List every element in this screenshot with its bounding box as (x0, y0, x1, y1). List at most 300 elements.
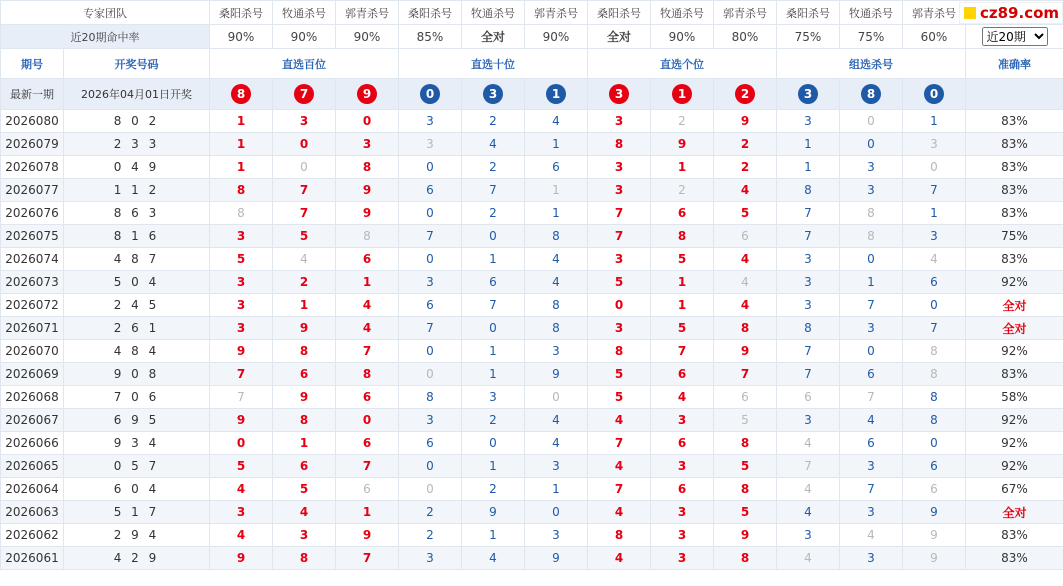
draw-numbers: 9 3 4 (64, 432, 210, 455)
kill-number-cell: 6 (462, 271, 525, 294)
table-row (1, 179, 1063, 202)
kill-number-cell: 5 (714, 455, 777, 478)
kill-number-cell: 4 (273, 248, 336, 271)
kill-number-cell: 5 (588, 363, 651, 386)
kill-number-cell: 8 (336, 156, 399, 179)
kill-number-cell: 7 (336, 455, 399, 478)
kill-number-cell: 1 (840, 271, 903, 294)
kill-number-cell: 3 (777, 409, 840, 432)
kill-number-cell: 4 (525, 409, 588, 432)
kill-number-cell: 3 (399, 409, 462, 432)
kill-number-cell: 8 (840, 202, 903, 225)
kill-number-cell: 4 (651, 386, 714, 409)
kill-number-cell: 9 (336, 202, 399, 225)
kill-number-cell: 5 (210, 455, 273, 478)
accuracy-value: 全对 (966, 294, 1063, 317)
kill-number-cell: 3 (777, 271, 840, 294)
kill-number-cell: 3 (651, 547, 714, 570)
kill-number-ball: 3 (609, 84, 629, 104)
kill-number-cell: 1 (525, 133, 588, 156)
kill-number-cell: 0 (399, 202, 462, 225)
kill-number-cell: 4 (777, 478, 840, 501)
kill-number-cell: 7 (840, 386, 903, 409)
kill-number-cell: 9 (336, 179, 399, 202)
kill-number-cell: 0 (399, 455, 462, 478)
kill-number-cell: 7 (462, 179, 525, 202)
kill-number-cell: 9 (525, 363, 588, 386)
kill-number-cell: 1 (525, 478, 588, 501)
table-row (1, 363, 1063, 386)
kill-number-cell: 3 (840, 501, 903, 524)
expert-name: 牧通杀号 (462, 1, 525, 25)
kill-number-cell: 7 (777, 455, 840, 478)
accuracy-value: 全对 (966, 317, 1063, 340)
kill-number-cell: 7 (399, 317, 462, 340)
accuracy-value: 92% (966, 409, 1063, 432)
kill-number-cell: 8 (588, 133, 651, 156)
kill-number-cell: 1 (525, 202, 588, 225)
latest-draw-date: 2026年04月01日开奖 (64, 79, 210, 110)
issue-number: 2026066 (1, 432, 64, 455)
draw-numbers: 0 4 9 (64, 156, 210, 179)
kill-number-cell: 1 (462, 248, 525, 271)
kill-number-cell: 8 (336, 225, 399, 248)
kill-number-cell: 4 (525, 248, 588, 271)
hit-rate: 60% (903, 25, 966, 49)
accuracy-header: 准确率 (966, 49, 1063, 79)
kill-number-cell: 5 (273, 478, 336, 501)
kill-number-cell: 8 (903, 409, 966, 432)
latest-kill-cell (525, 79, 588, 110)
kill-number-cell: 0 (840, 133, 903, 156)
kill-number-cell: 1 (336, 501, 399, 524)
kill-number-cell: 7 (336, 547, 399, 570)
kill-number-cell: 6 (777, 386, 840, 409)
kill-number-cell: 3 (336, 133, 399, 156)
accuracy-value: 83% (966, 547, 1063, 570)
kill-number-cell: 9 (273, 317, 336, 340)
table-row (1, 409, 1063, 432)
kill-number-cell: 4 (840, 524, 903, 547)
hit-rate: 90% (210, 25, 273, 49)
kill-number-cell: 7 (588, 478, 651, 501)
draw-numbers: 4 8 4 (64, 340, 210, 363)
kill-number-cell: 4 (273, 501, 336, 524)
kill-number-cell: 0 (462, 317, 525, 340)
draw-numbers: 6 0 4 (64, 478, 210, 501)
kill-number-cell: 7 (903, 317, 966, 340)
kill-number-cell: 0 (399, 478, 462, 501)
hit-rate-row (1, 25, 1063, 49)
accuracy-value: 92% (966, 271, 1063, 294)
issue-number: 2026064 (1, 478, 64, 501)
draw-numbers: 2 9 4 (64, 524, 210, 547)
kill-number-cell: 3 (777, 248, 840, 271)
kill-number-cell: 2 (462, 156, 525, 179)
kill-number-cell: 3 (840, 179, 903, 202)
expert-name: 郭青杀号 (525, 1, 588, 25)
kill-number-cell: 0 (273, 156, 336, 179)
kill-number-cell: 6 (714, 225, 777, 248)
kill-number-cell: 9 (336, 524, 399, 547)
kill-number-cell: 9 (714, 340, 777, 363)
hit-rate: 90% (273, 25, 336, 49)
kill-number-cell: 3 (651, 524, 714, 547)
group-header-group-kill: 组选杀号 (777, 49, 966, 79)
expert-name: 桑阳杀号 (777, 1, 840, 25)
issue-number: 2026065 (1, 455, 64, 478)
issue-number: 2026070 (1, 340, 64, 363)
kill-number-cell: 3 (210, 317, 273, 340)
draw-numbers: 8 0 2 (64, 110, 210, 133)
table-row (1, 547, 1063, 570)
accuracy-value: 58% (966, 386, 1063, 409)
kill-number-ball: 7 (294, 84, 314, 104)
expert-name: 牧通杀号 (651, 1, 714, 25)
kill-number-cell: 5 (588, 386, 651, 409)
kill-number-cell: 6 (399, 294, 462, 317)
kill-number-cell: 6 (399, 179, 462, 202)
hit-rate: 90% (651, 25, 714, 49)
recent-hit-rate-label: 近20期命中率 (1, 25, 210, 49)
kill-number-cell: 4 (588, 409, 651, 432)
site-logo[interactable] (959, 2, 1063, 24)
expert-name: 桑阳杀号 (588, 1, 651, 25)
kill-number-cell: 4 (714, 248, 777, 271)
kill-number-cell: 4 (525, 110, 588, 133)
hit-rate: 75% (777, 25, 840, 49)
group-header-hundreds: 直选百位 (210, 49, 399, 79)
kill-number-cell: 9 (210, 547, 273, 570)
kill-number-cell: 0 (588, 294, 651, 317)
kill-number-cell: 2 (462, 478, 525, 501)
kill-number-cell: 8 (714, 432, 777, 455)
kill-number-cell: 6 (714, 386, 777, 409)
table-row (1, 156, 1063, 179)
kill-number-cell: 0 (399, 340, 462, 363)
kill-number-cell: 0 (525, 501, 588, 524)
kill-number-cell: 3 (840, 156, 903, 179)
kill-number-ball: 1 (672, 84, 692, 104)
kill-number-cell: 4 (525, 271, 588, 294)
table-row (1, 340, 1063, 363)
kill-number-cell: 8 (714, 547, 777, 570)
kill-number-cell: 3 (903, 133, 966, 156)
kill-number-cell: 9 (462, 501, 525, 524)
kill-number-cell: 8 (903, 340, 966, 363)
kill-number-cell: 0 (462, 432, 525, 455)
accuracy-value: 75% (966, 225, 1063, 248)
kill-number-cell: 8 (525, 317, 588, 340)
table-row (1, 271, 1063, 294)
kill-number-cell: 9 (903, 501, 966, 524)
draw-numbers: 8 6 3 (64, 202, 210, 225)
kill-number-cell: 6 (399, 432, 462, 455)
kill-number-cell: 3 (651, 409, 714, 432)
kill-number-cell: 6 (651, 478, 714, 501)
kill-number-cell: 7 (714, 363, 777, 386)
issue-number: 2026071 (1, 317, 64, 340)
kill-number-cell: 1 (462, 363, 525, 386)
kill-number-cell: 0 (336, 110, 399, 133)
table-row (1, 225, 1063, 248)
kill-number-cell: 3 (210, 501, 273, 524)
kill-number-cell: 9 (903, 524, 966, 547)
kill-number-cell: 8 (588, 524, 651, 547)
kill-number-cell: 3 (399, 133, 462, 156)
kill-number-cell: 1 (777, 156, 840, 179)
kill-number-cell: 4 (336, 294, 399, 317)
kill-number-cell: 0 (273, 133, 336, 156)
expert-name: 郭青杀号 (714, 1, 777, 25)
issue-number: 2026076 (1, 202, 64, 225)
kill-number-cell: 6 (336, 478, 399, 501)
kill-number-cell: 7 (399, 225, 462, 248)
kill-number-cell: 2 (273, 271, 336, 294)
kill-number-cell: 6 (903, 455, 966, 478)
accuracy-value: 83% (966, 179, 1063, 202)
draw-numbers: 6 9 5 (64, 409, 210, 432)
kill-number-cell: 7 (210, 363, 273, 386)
accuracy-value: 67% (966, 478, 1063, 501)
kill-number-cell: 8 (525, 225, 588, 248)
accuracy-value: 83% (966, 110, 1063, 133)
kill-number-cell: 2 (651, 110, 714, 133)
kill-number-cell: 6 (273, 455, 336, 478)
kill-number-cell: 8 (588, 340, 651, 363)
latest-kill-cell (462, 79, 525, 110)
kill-number-cell: 8 (273, 340, 336, 363)
kill-number-cell: 8 (525, 294, 588, 317)
kill-number-cell: 3 (273, 524, 336, 547)
kill-number-cell: 4 (777, 432, 840, 455)
kill-number-cell: 6 (336, 432, 399, 455)
kill-number-cell: 7 (588, 202, 651, 225)
kill-number-cell: 8 (714, 478, 777, 501)
kill-number-cell: 3 (399, 110, 462, 133)
kill-number-cell: 1 (273, 432, 336, 455)
latest-kill-cell (273, 79, 336, 110)
table-row (1, 455, 1063, 478)
latest-issue-label: 最新一期 (1, 79, 64, 110)
accuracy-value: 83% (966, 248, 1063, 271)
kill-number-cell: 7 (462, 294, 525, 317)
table-row (1, 478, 1063, 501)
kill-number-cell: 6 (903, 271, 966, 294)
kill-number-cell: 6 (651, 202, 714, 225)
kill-number-cell: 3 (651, 501, 714, 524)
kill-number-cell: 2 (462, 110, 525, 133)
kill-number-cell: 2 (462, 409, 525, 432)
issue-number: 2026068 (1, 386, 64, 409)
kill-number-cell: 3 (588, 110, 651, 133)
rate-period-cell (966, 25, 1063, 49)
kill-number-cell: 3 (525, 455, 588, 478)
draw-numbers: 2 3 3 (64, 133, 210, 156)
kill-number-cell: 3 (588, 317, 651, 340)
kill-number-cell: 1 (210, 110, 273, 133)
kill-number-cell: 3 (840, 317, 903, 340)
latest-kill-cell (840, 79, 903, 110)
kill-number-ball: 8 (231, 84, 251, 104)
kill-number-cell: 0 (903, 432, 966, 455)
kill-number-cell: 4 (210, 524, 273, 547)
kill-number-cell: 5 (714, 501, 777, 524)
latest-kill-cell (588, 79, 651, 110)
kill-number-cell: 7 (840, 294, 903, 317)
kill-number-cell: 4 (462, 133, 525, 156)
issue-number: 2026073 (1, 271, 64, 294)
table-row (1, 317, 1063, 340)
kill-number-cell: 0 (840, 340, 903, 363)
kill-number-cell: 8 (777, 179, 840, 202)
kill-number-cell: 6 (651, 432, 714, 455)
hit-rate: 80% (714, 25, 777, 49)
expert-name: 郭青杀号 (336, 1, 399, 25)
kill-number-cell: 6 (273, 363, 336, 386)
kill-number-cell: 3 (210, 271, 273, 294)
kill-number-ball: 1 (546, 84, 566, 104)
kill-number-cell: 5 (273, 225, 336, 248)
kill-number-cell: 7 (336, 340, 399, 363)
kill-number-cell: 3 (273, 110, 336, 133)
draw-numbers: 2 4 5 (64, 294, 210, 317)
kill-number-cell: 6 (651, 363, 714, 386)
kill-number-cell: 8 (399, 386, 462, 409)
latest-kill-cell (903, 79, 966, 110)
kill-number-ball: 3 (483, 84, 503, 104)
kill-number-cell: 6 (336, 248, 399, 271)
table-row (1, 386, 1063, 409)
issue-number: 2026080 (1, 110, 64, 133)
draw-numbers: 7 0 6 (64, 386, 210, 409)
kill-number-cell: 0 (903, 156, 966, 179)
kill-number-cell: 4 (840, 409, 903, 432)
kill-number-cell: 5 (588, 271, 651, 294)
kill-number-ball: 0 (924, 84, 944, 104)
kill-number-cell: 4 (714, 294, 777, 317)
logo-square-icon (964, 7, 976, 19)
draw-numbers: 4 2 9 (64, 547, 210, 570)
issue-number: 2026061 (1, 547, 64, 570)
latest-kill-cell (777, 79, 840, 110)
accuracy-value: 83% (966, 524, 1063, 547)
kill-number-cell: 8 (210, 179, 273, 202)
kill-number-cell: 5 (714, 409, 777, 432)
kill-number-cell: 3 (840, 547, 903, 570)
kill-number-cell: 1 (336, 271, 399, 294)
kill-number-cell: 7 (777, 340, 840, 363)
kill-number-cell: 7 (777, 225, 840, 248)
kill-number-cell: 3 (399, 271, 462, 294)
rate-period-select[interactable] (982, 27, 1048, 46)
kill-number-ball: 8 (861, 84, 881, 104)
kill-number-cell: 3 (777, 294, 840, 317)
kill-number-cell: 2 (399, 501, 462, 524)
kill-number-cell: 3 (462, 386, 525, 409)
draw-numbers: 9 0 8 (64, 363, 210, 386)
issue-number: 2026062 (1, 524, 64, 547)
kill-number-cell: 3 (399, 547, 462, 570)
hit-rate: 全对 (462, 25, 525, 49)
kill-number-cell: 0 (525, 386, 588, 409)
kill-number-cell: 3 (210, 225, 273, 248)
kill-number-cell: 3 (525, 340, 588, 363)
kill-number-cell: 6 (840, 432, 903, 455)
hit-rate: 85% (399, 25, 462, 49)
kill-number-cell: 7 (588, 432, 651, 455)
kill-number-cell: 9 (651, 133, 714, 156)
kill-number-cell: 4 (588, 455, 651, 478)
kill-number-cell: 3 (525, 524, 588, 547)
kill-number-cell: 9 (210, 340, 273, 363)
issue-number: 2026079 (1, 133, 64, 156)
kill-number-cell: 6 (336, 386, 399, 409)
kill-number-ball: 9 (357, 84, 377, 104)
table-row (1, 202, 1063, 225)
group-header-units: 直选个位 (588, 49, 777, 79)
kill-number-cell: 5 (210, 248, 273, 271)
table-row (1, 432, 1063, 455)
accuracy-value: 83% (966, 202, 1063, 225)
kill-number-cell: 2 (462, 202, 525, 225)
kill-number-ball: 2 (735, 84, 755, 104)
kill-number-cell: 3 (588, 156, 651, 179)
kill-number-cell: 7 (840, 478, 903, 501)
hit-rate: 75% (840, 25, 903, 49)
kill-number-cell: 8 (336, 363, 399, 386)
latest-kill-cell (651, 79, 714, 110)
expert-row (1, 1, 1063, 25)
draw-numbers: 1 1 2 (64, 179, 210, 202)
table-row (1, 524, 1063, 547)
kill-number-cell: 1 (903, 110, 966, 133)
kill-number-cell: 4 (777, 501, 840, 524)
expert-name: 桑阳杀号 (210, 1, 273, 25)
accuracy-value: 92% (966, 455, 1063, 478)
kill-number-cell: 8 (840, 225, 903, 248)
kill-number-cell: 7 (588, 225, 651, 248)
kill-number-cell: 0 (840, 248, 903, 271)
kill-number-cell: 8 (777, 317, 840, 340)
kill-number-cell: 2 (399, 524, 462, 547)
table-row (1, 294, 1063, 317)
hit-rate: 90% (525, 25, 588, 49)
kill-number-cell: 1 (273, 294, 336, 317)
kill-number-cell: 7 (903, 179, 966, 202)
hit-rate: 全对 (588, 25, 651, 49)
kill-number-cell: 8 (210, 202, 273, 225)
table-row (1, 133, 1063, 156)
draw-numbers: 5 0 4 (64, 271, 210, 294)
kill-number-cell: 7 (210, 386, 273, 409)
kill-number-cell: 4 (714, 271, 777, 294)
accuracy-value: 83% (966, 156, 1063, 179)
column-header-row (1, 49, 1063, 79)
kill-number-cell: 1 (651, 156, 714, 179)
kill-number-cell: 9 (714, 524, 777, 547)
kill-number-cell: 9 (273, 386, 336, 409)
kill-number-cell: 3 (210, 294, 273, 317)
kill-number-cell: 8 (903, 386, 966, 409)
kill-number-cell: 3 (588, 248, 651, 271)
kill-number-cell: 8 (273, 547, 336, 570)
kill-number-cell: 2 (651, 179, 714, 202)
kill-number-cell: 9 (210, 409, 273, 432)
kill-number-cell: 0 (399, 363, 462, 386)
kill-number-ball: 3 (798, 84, 818, 104)
issue-number: 2026075 (1, 225, 64, 248)
